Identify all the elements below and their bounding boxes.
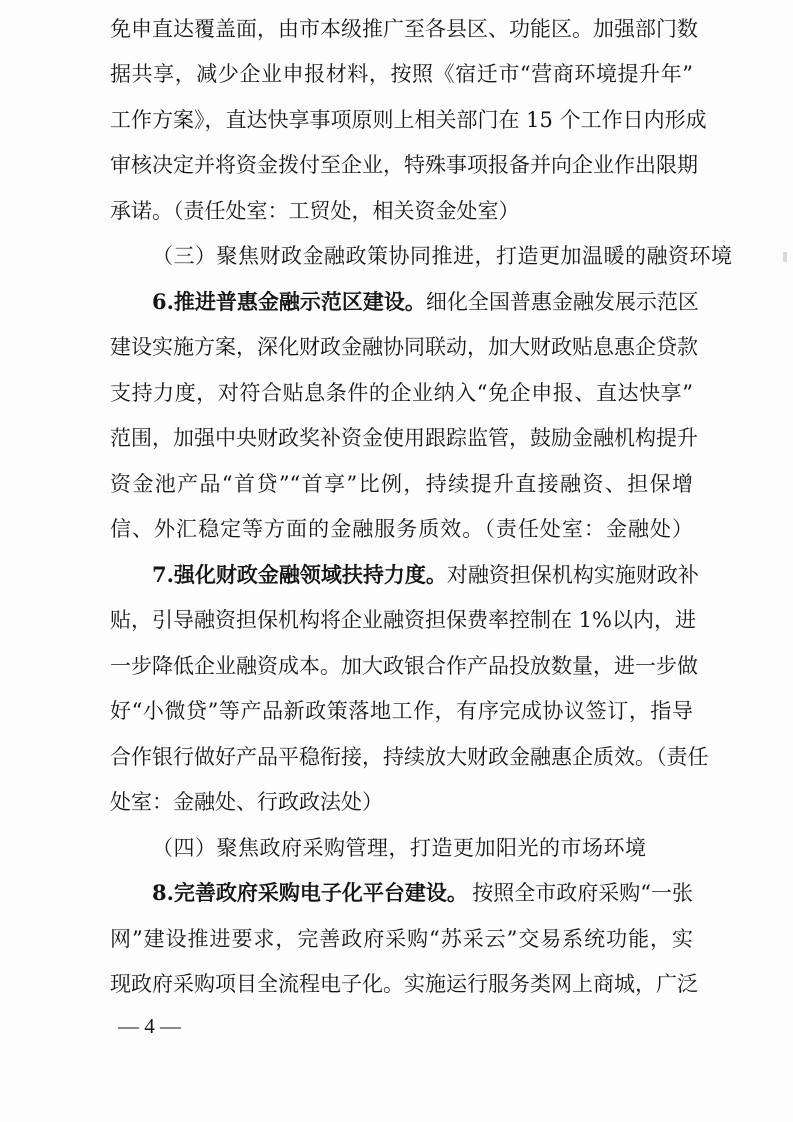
- item-6-line-3: 支持力度，对符合贴息条件的企业纳入“免企申报、直达快享”: [110, 380, 693, 405]
- section-3-heading: （三）聚焦财政金融政策协同推进，打造更加温暖的融资环境: [152, 244, 733, 268]
- page-number: — 4 —: [118, 1014, 181, 1038]
- item-7-line-2: 贴，引导融资担保机构将企业融资担保费率控制在 1%以内，进: [110, 608, 696, 632]
- item-7-line-5: 合作银行做好产品平稳衔接，持续放大财政金融惠企质效。（责任: [110, 744, 709, 769]
- item-8-line-2: 网”建设推进要求，完善政府采购“苏采云”交易系统功能，实: [110, 926, 693, 951]
- item-6-line-4: 范围，加强中央财政奖补资金使用跟踪监管，鼓励金融机构提升: [110, 426, 698, 450]
- item-6-line-6: 信、外汇稳定等方面的金融服务质效。（责任处室：金融处）: [110, 517, 693, 541]
- item-7-line-4: 好“小微贷”等产品新政策落地工作，有序完成协议签订，指导: [110, 699, 693, 723]
- paragraph-1-line-1: [110, 0, 693, 3]
- item-6-first-line-text: 细化全国普惠金融发展示范区: [425, 289, 699, 314]
- item-8-first-line-text: 按照全市政府采购“一张: [472, 881, 693, 905]
- item-7-title: 7.强化财政金融领域扶持力度。: [152, 561, 447, 587]
- item-7-line-6: 处室：金融处、行政政法处）: [110, 790, 383, 814]
- item-6-title: 6.推进普惠金融示范区建设。: [152, 288, 426, 314]
- paragraph-1-line-2: 免申直达覆盖面，由市本级推广至各县区、功能区。加强部门数: [110, 16, 698, 41]
- item-6-line-2: 建设实施方案，深化财政金融协同联动，加大财政贴息惠企贷款: [110, 335, 698, 359]
- paragraph-1-line-3: 据共享，减少企业申报材料，按照《宿迁市“营商环境提升年”: [110, 62, 693, 86]
- item-6-line-5: 资金池产品“首贷”“首享”比例，持续提升直接融资、担保增: [110, 471, 693, 496]
- item-8-first-line: [152, 873, 693, 913]
- item-7-first-line: [152, 555, 699, 595]
- item-8-title: 8.完善政府采购电子化平台建设。: [152, 880, 468, 905]
- section-4-heading: （四）聚焦政府采购管理，打造更加阳光的市场环境: [152, 835, 647, 860]
- item-8-line-3: 现政府采购项目全流程电子化。实施运行服务类网上商城，广泛: [110, 972, 698, 996]
- paragraph-1-line-4: 工作方案》，直达快享事项原则上相关部门在 15 个工作日内形成: [110, 107, 707, 132]
- scan-mark: [783, 252, 787, 262]
- paragraph-1-line-6: 承诺。（责任处室：工贸处，相关资金处室）: [110, 198, 520, 223]
- item-6-first-line: [152, 282, 699, 322]
- item-7-line-3: 一步降低企业融资成本。加大政银合作产品投放数量，进一步做: [110, 653, 698, 678]
- item-7-first-line-text: 对融资担保机构实施财政补: [446, 562, 699, 587]
- paragraph-1-line-5: 审核决定并将资金拨付至企业，特殊事项报备并向企业作出限期: [110, 153, 698, 177]
